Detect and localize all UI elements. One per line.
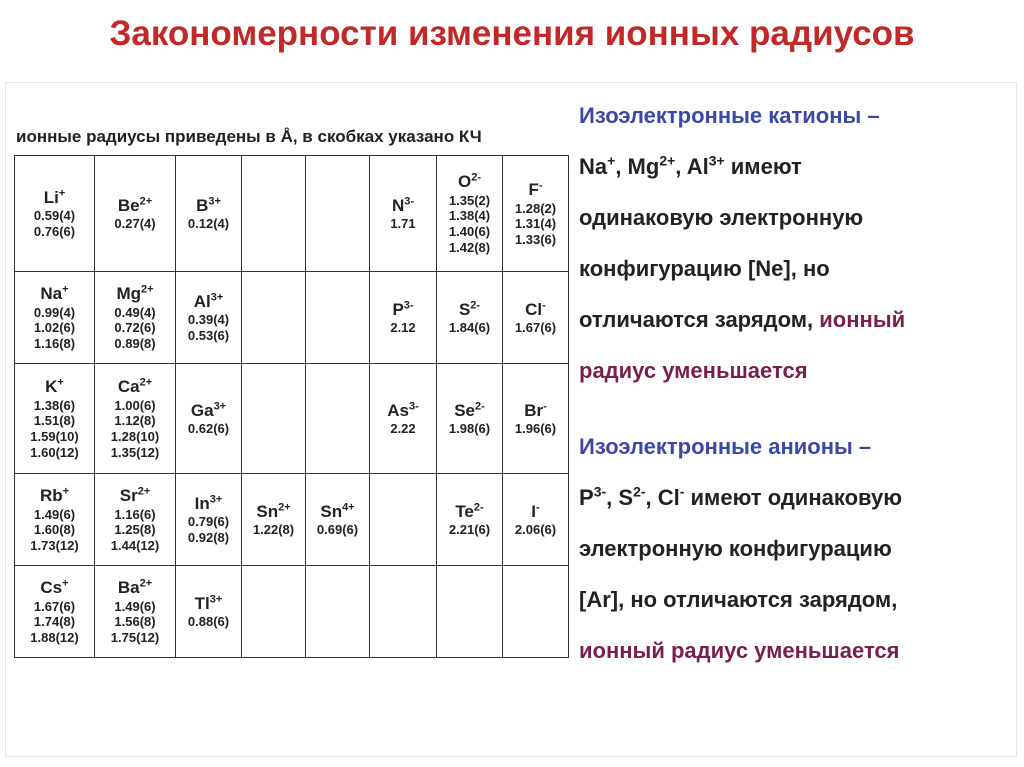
table-cell [370,566,437,658]
ion-charge: 3+ [213,400,227,413]
table-cell [242,272,306,364]
anions-block [579,421,1009,676]
ion-cell-p-1-5 [370,272,437,364]
ion-charge: 4+ [342,501,355,514]
ion-symbol: $Sn^{4+}$ [320,501,355,521]
ion-symbol: Br- [524,400,547,420]
ion-cell-br-2-7 [503,364,569,474]
ion-radius-value: 1.25(8) [114,522,156,538]
ion-radius-value: 0.79(6) [187,514,230,530]
ion-radius-value: 1.84(6) [448,320,491,336]
ion-symbol: F- [528,179,543,200]
table-cell [242,156,306,272]
ion-cell-o-0-6 [437,156,503,272]
ion-cell-s-1-6 [437,272,503,364]
table-cell [503,566,569,658]
table-cell [306,566,370,658]
ion-radius-value: 2.21(6) [448,522,491,538]
ion-charge: 2+ [139,195,153,208]
ion-radius-value: 0.89(8) [114,335,156,351]
ion-cell-b-0-2 [176,156,242,272]
ion-cell-te-3-6 [437,474,503,566]
ion-cell-ga-2-2 [176,364,242,474]
ion-radius-value: 1.28(10) [110,429,160,445]
ion-symbol: Cs+ [40,577,69,598]
ion-cell-li-0-0 [15,156,95,272]
ion-charge: + [62,485,70,498]
ion-radius-value: 1.67(6) [514,320,557,336]
ion-symbol: S [618,485,634,510]
ion-radius-value: 1.28(2) [514,200,557,216]
ion-symbol: $Al^{3+}$ [193,291,224,312]
ion-charge: 3+ [210,291,224,304]
ion-cell-ba-4-1 [95,566,176,658]
ion-radius-value: 1.74(8) [33,614,76,630]
ion-radius-value: 1.60(12) [30,444,79,460]
ion-symbol: $Ca^{2+}$ [117,376,153,397]
ion-radius-value: 1.31(4) [514,216,557,232]
ion-charge: + [62,577,69,590]
ion-radius-value: 0.53(6) [187,328,230,344]
anions-ions-line [579,472,1009,523]
separator: , [675,154,687,179]
ion-cell-tl-4-2 [176,566,242,658]
table-row [15,364,569,474]
ion-charge: 2+ [278,501,291,514]
separator: , [615,154,628,179]
ion-symbol: $N^{3-}$ [391,195,415,215]
ionic-radii-table [14,155,569,658]
ion-radius-value: 1.44(12) [110,537,160,553]
ion-cell-rb-3-0 [15,474,95,566]
table-cell [306,272,370,364]
ion-charge: 2+ [659,152,676,169]
ion-radius-value: 0.12(4) [187,216,230,232]
ion-cell-mg-1-1 [95,272,176,364]
ion-symbol: Na [579,154,608,179]
separator: , [645,485,658,510]
ion-radius-value: 1.02(6) [33,320,76,336]
ion-cell-se-2-6 [437,364,503,474]
anions-ions-tail: имеют одинаковую [684,485,903,510]
ion-radius-value: 0.27(4) [114,216,156,232]
ion-symbol: Al [686,154,709,179]
cations-line4: конфигурацию [Ne], но [579,256,830,281]
anions-line4: [Ar], но отличаются зарядом, [579,587,898,612]
ion-charge: 2+ [139,376,153,389]
table-cell [306,156,370,272]
ion-charge: 2- [475,400,485,413]
ion-charge: 3- [408,400,419,413]
ion-radius-value: 1.51(8) [33,413,76,429]
ion-symbol: Li+ [43,187,66,208]
ion-radius-value: 1.38(4) [448,208,491,224]
cations-line5 [579,294,1009,345]
ion-radius-value: 0.69(6) [316,522,359,538]
cations-ion-list [579,154,725,179]
ion-radius-value: 1.67(6) [33,598,76,614]
table-cell [242,364,306,474]
ion-cell-f-0-7 [503,156,569,272]
table-cell [437,566,503,658]
ion-radius-value: 1.42(8) [448,239,491,255]
ion-symbol: $In^{3+}$ [194,493,223,514]
ion-radius-value: 0.62(6) [187,421,230,437]
ion-charge: 2+ [141,283,154,296]
ion-charge: 3+ [209,493,223,506]
ion-radius-value: 0.49(4) [114,304,156,320]
ion-charge: 2- [473,501,484,514]
ion-radius-value: 1.88(12) [30,629,79,645]
ion-symbol: K+ [45,376,64,397]
anions-ion-list [579,485,684,510]
ion-radius-value: 2.22 [390,421,416,437]
cations-block [579,90,1009,396]
ion-radius-value: 1.38(6) [33,397,76,413]
ion-charge: 3+ [208,195,221,208]
ion-symbol: $Ba^{2+}$ [117,577,153,598]
ion-cell-sn-3-3 [242,474,306,566]
ion-radius-value: 0.72(6) [114,320,156,336]
ion-symbol: P [579,485,594,510]
ion-symbol: $S^{2-}$ [458,299,481,319]
ion-cell-cl-1-7 [503,272,569,364]
ion-charge: 2+ [139,577,153,590]
ion-charge: 2- [471,171,481,184]
cations-line3: одинаковую электронную [579,205,864,230]
ion-charge: + [57,376,64,389]
ion-radius-value: 0.39(4) [187,312,230,328]
ion-radius-value: 1.22(8) [252,522,295,538]
slide-title: Закономерности изменения ионных радиусов [109,14,915,53]
ion-charge: 3- [404,195,415,208]
ion-charge: - [542,299,546,312]
ion-symbol: Mg [627,154,660,179]
separator: , [606,485,619,510]
table-row [15,474,569,566]
ion-symbol: $As^{3-}$ [387,400,419,420]
ion-symbol: $O^{2-}$ [457,171,481,192]
cations-line5-b: ионный [813,307,906,332]
ion-radius-value: 1.49(6) [33,506,76,522]
ion-cell-sr-3-1 [95,474,176,566]
ion-cell-n-0-5 [370,156,437,272]
ion-charge: + [62,283,69,296]
ion-symbol: $Tl^{3+}$ [194,593,223,613]
cations-ions-line [579,141,1009,192]
ion-symbol: $Te^{2-}$ [455,501,484,521]
ion-radius-value: 1.96(6) [514,421,557,437]
ion-radius-value: 1.98(6) [448,421,491,437]
ion-radius-value: 1.73(12) [30,537,79,553]
ion-charge: 3- [593,483,607,500]
ion-cell-i-3-7 [503,474,569,566]
ion-radius-value: 0.88(6) [187,614,230,630]
ion-cell-ca-2-1 [95,364,176,474]
ion-radius-value: 1.16(6) [114,506,156,522]
ion-charge: 3- [403,299,414,312]
table-row [15,272,569,364]
ion-radius-value: 1.60(8) [33,522,76,538]
ion-symbol: Rb+ [39,485,70,506]
ion-charge: - [543,400,547,413]
cations-line6: радиус уменьшается [579,358,808,383]
ion-cell-sn-3-4 [306,474,370,566]
ion-charge: + [607,152,616,169]
ion-cell-k-2-0 [15,364,95,474]
ion-cell-as-2-5 [370,364,437,474]
ion-symbol: $Sn^{2+}$ [256,501,291,521]
anions-line5: ионный радиус уменьшается [579,638,900,663]
cations-line5-a: отличаются зарядом, [579,307,814,332]
ion-radius-value: 1.35(12) [110,444,160,460]
ion-symbol: I- [531,501,540,521]
ion-cell-al-1-2 [176,272,242,364]
ion-symbol: $Se^{2-}$ [454,400,485,420]
ion-cell-in-3-2 [176,474,242,566]
ion-charge: - [679,483,685,500]
ion-radius-value: 1.00(6) [114,397,156,413]
ion-charge: - [538,179,543,192]
ion-charge: + [58,187,66,200]
ion-symbol: Cl- [525,299,546,319]
ion-radius-value: 0.59(4) [33,208,76,224]
ion-radius-value: 1.16(8) [33,335,76,351]
ion-radius-value: 1.12(8) [114,413,156,429]
ion-symbol: $B^{3+}$ [196,195,221,215]
ion-radius-value: 0.76(6) [33,224,76,240]
table-cell [370,474,437,566]
ion-symbol: $Sr^{2+}$ [119,485,151,506]
ion-charge: 3+ [708,152,725,169]
ion-symbol: $Mg^{2+}$ [116,283,154,304]
ion-radius-value: 1.35(2) [448,192,491,208]
cations-ions-tail: имеют [724,154,802,179]
ion-radius-value: 1.71 [390,216,416,232]
ion-charge: 2- [470,299,481,312]
ion-symbol: $Ga^{3+}$ [190,400,227,420]
ion-radius-value: 1.56(8) [114,614,156,630]
ion-symbol: $Be^{2+}$ [117,195,153,215]
ion-radius-value: 0.92(8) [187,530,230,546]
ion-charge: 2- [633,483,646,500]
ion-symbol: $P^{3-}$ [392,299,414,319]
ion-symbol: Na+ [40,283,69,304]
ion-radius-value: 0.99(4) [33,304,76,320]
anions-heading: Изоэлектронные анионы – [579,434,872,459]
table-caption: ионные радиусы приведены в Å, в скобках указано КЧ [16,127,482,146]
cations-heading: Изоэлектронные катионы – [579,103,880,128]
ion-charge: 3+ [209,593,223,606]
ion-radius-value: 2.12 [390,320,416,336]
ion-radius-value: 1.33(6) [514,231,557,247]
table-cell [242,566,306,658]
table-cell [306,364,370,474]
table-row [15,566,569,658]
ion-cell-cs-4-0 [15,566,95,658]
ion-cell-na-1-0 [15,272,95,364]
ion-radius-value: 1.59(10) [30,429,79,445]
ion-symbol: Cl [657,485,680,510]
anions-line3: электронную конфигурацию [579,536,892,561]
ion-radius-value: 1.49(6) [114,598,156,614]
ion-cell-be-0-1 [95,156,176,272]
ion-charge: 2+ [137,485,151,498]
ion-radius-value: 2.06(6) [514,522,557,538]
table-row [15,156,569,272]
ion-charge: - [536,501,540,514]
ion-radius-value: 1.75(12) [110,629,160,645]
ion-radius-value: 1.40(6) [448,224,491,240]
